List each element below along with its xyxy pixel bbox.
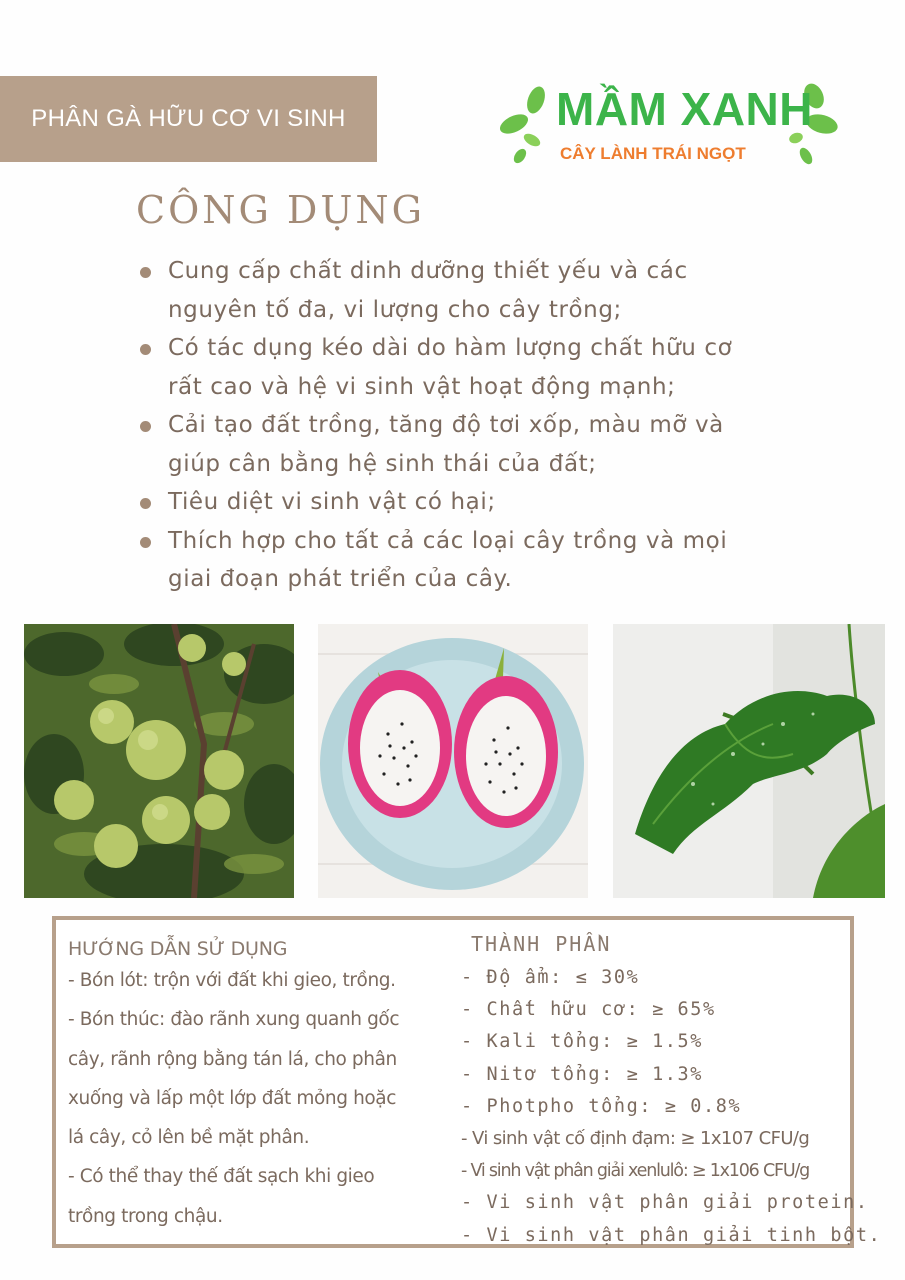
brand-slogan: CÂY LÀNH TRÁI NGỌT [560,144,746,163]
benefit-line: Thích hợp cho tất cả các loại cây trồng và mọi [168,527,728,554]
benefit-line: Cung cấp chất dinh dưỡng thiết yếu và các [168,258,688,284]
brand-name: MẦM XANH [556,83,813,135]
benefit-line: rất cao và hệ vi sinh vật hoạt động mạnh; [168,373,676,400]
usage-title: HƯỚNG DẪN SỬ DỤNG [68,938,288,960]
composition-item: - Chất hữu cơ: ≥ 65% [461,999,716,1021]
composition-item: - Photpho tổng: ≥ 0.8% [461,1095,742,1117]
benefit-line: Có tác dụng kéo dài do hàm lượng chất hữu cơ [168,335,733,361]
composition-item: - Vi sinh vật phân giải protein. [461,1192,869,1214]
benefit-item [138,406,798,483]
usage-line: lá cây, cỏ lên bề mặt phân. [68,1127,310,1149]
benefit-line: giúp cân bằng hệ sinh thái của đất; [168,450,597,477]
benefits-title: CÔNG DỤNG [136,188,426,232]
leaf-photo [613,624,885,898]
composition-section [461,932,882,1252]
composition-item: - Vi sinh vật phân giải tinh bột. [461,1224,882,1246]
benefit-line: Cải tạo đất trồng, tăng độ tơi xốp, màu mỡ và [168,412,724,438]
benefit-line: Tiêu diệt vi sinh vật có hại; [168,489,496,515]
dragon-fruit-photo [318,624,588,898]
benefit-item [138,483,798,522]
composition-item: - Nitơ tổng: ≥ 1.3% [461,1063,704,1085]
usage-body [68,961,448,1236]
composition-item: - Kali tổng: ≥ 1.5% [461,1031,704,1053]
info-box [52,916,882,1248]
benefit-line: giai đoạn phát triển của cây. [168,566,513,592]
benefit-item [138,252,798,329]
composition-item: - Vi sinh vật phân giải xenlulô: ≥ 1x106 CFU/g [461,1161,810,1182]
usage-line: - Bón lót: trộn với đất khi gieo, trồng. [68,970,396,991]
usage-section [68,938,448,1236]
usage-line: - Bón thúc: đào rãnh xung quanh gốc [68,1009,400,1031]
composition-item: - Độ ẩm: ≤ 30% [461,967,640,988]
brand-logo [496,78,841,170]
benefit-line: nguyên tố đa, vi lượng cho cây trồng; [168,296,622,323]
product-banner-label: PHÂN GÀ HỮU CƠ VI SINH [31,105,346,132]
product-banner [0,76,377,162]
pomelo-tree-photo [24,624,294,898]
benefit-item [138,522,798,599]
composition-list [461,962,882,1252]
composition-item: - Vi sinh vật cố định đạm: ≥ 1x107 CFU/g [461,1127,810,1149]
usage-line: trồng trong chậu. [68,1205,223,1227]
usage-line: cây, rãnh rộng bằng tán lá, cho phân [68,1048,397,1070]
usage-line: xuống và lấp một lớp đất mỏng hoặc [68,1087,397,1109]
benefit-item [138,329,798,406]
composition-title: THÀNH PHẦN [471,932,612,956]
usage-line: - Có thể thay thế đất sạch khi gieo [68,1166,375,1188]
benefits-list [138,252,798,599]
